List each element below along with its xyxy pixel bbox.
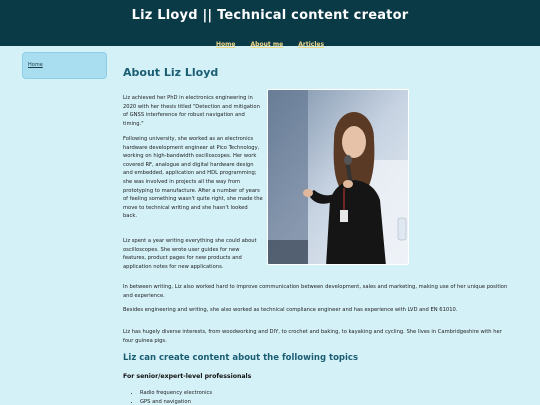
bio-paragraph-6: Liz has hugely diverse interests, from woodworking and DIY, to crochet and baking, to kayaking and cycling. She lives in Cambridgeshire with her four guinea pigs.	[123, 329, 502, 344]
audience-subheading: For senior/expert-level professionals	[123, 373, 252, 380]
topic-list	[132, 389, 212, 405]
bio-paragraph-3: Liz spent a year writing everything she could about oscilloscopes. She wrote user guides for new features, product pages for new products and application notes for new applications.	[123, 238, 257, 270]
nav-link-articles[interactable]: Articles	[298, 41, 325, 48]
bio-paragraph-1: Liz achieved her PhD in electronics engineering in 2020 with her thesis titled "Detection and mitigation of GNSS interference for robust navigation and timing."	[123, 95, 260, 127]
list-item: • GPS and navigation	[140, 398, 212, 405]
sidebar	[22, 52, 107, 79]
main-nav	[0, 31, 540, 50]
list-item: • Radio frequency electronics	[140, 389, 212, 398]
page-title: About Liz Lloyd	[123, 66, 219, 79]
site-header	[0, 0, 540, 46]
bio-paragraph-2: Following university, she worked as an electronics hardware development engineer at Pico Technology, working on high-bandwidth oscilloscopes. Her work covered RF, analogue and digital hardware design and embedded, application and HDL programming; she was involved in projects all the way from prototyping to manufacture. After a number of years of feeling something wasn't quite right, she made the move to technical writing and she hasn't looked back.	[123, 136, 263, 220]
bio-paragraph-4: In between writing, Liz also worked hard to improve communication between development, sales and marketing, making use of her unique position and experience.	[123, 284, 508, 299]
sidebar-link-home[interactable]: Home	[28, 62, 43, 68]
site-title: Liz Lloyd || Technical content creator	[131, 8, 409, 23]
profile-photo	[267, 89, 409, 265]
nav-link-home[interactable]: Home	[215, 41, 236, 48]
bio-paragraph-5: Besides engineering and writing, she also worked as technical compliance engineer and has experience with LVD and EN 61010.	[123, 307, 458, 313]
topics-heading: Liz can create content about the following topics	[123, 353, 359, 363]
nav-link-about[interactable]: About me	[250, 41, 284, 48]
